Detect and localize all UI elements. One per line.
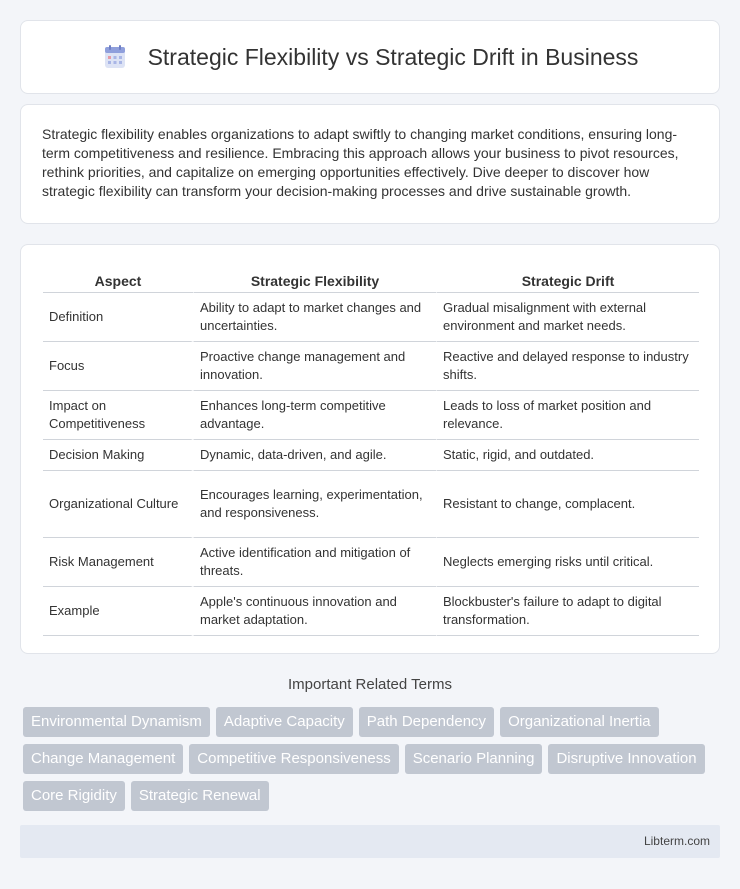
- table-row: [43, 471, 699, 538]
- column-header-drift: Strategic Drift: [436, 265, 699, 293]
- flexibility-cell: Enhances long-term competitive advantage.: [193, 391, 436, 440]
- comparison-table: [43, 265, 699, 636]
- drift-cell: Resistant to change, complacent.: [436, 471, 699, 538]
- drift-cell: Gradual misalignment with external environment and market needs.: [436, 293, 699, 342]
- drift-cell: Blockbuster's failure to adapt to digital transformation.: [436, 587, 699, 636]
- comparison-card: [20, 244, 720, 654]
- drift-cell: Leads to loss of market position and relevance.: [436, 391, 699, 440]
- table-header-row: [43, 265, 699, 293]
- footer: [20, 825, 720, 858]
- table-row: [43, 391, 699, 440]
- column-header-flexibility: Strategic Flexibility: [193, 265, 436, 293]
- table-row: [43, 440, 699, 471]
- flexibility-cell: Ability to adapt to market changes and uncertainties.: [193, 293, 436, 342]
- term-tag[interactable]: Path Dependency: [359, 707, 494, 737]
- document-icon: [102, 44, 128, 70]
- term-tag[interactable]: Organizational Inertia: [500, 707, 659, 737]
- aspect-cell: Focus: [43, 342, 193, 391]
- footer-site-link[interactable]: Libterm.com: [643, 834, 710, 848]
- aspect-cell: Organizational Culture: [43, 471, 193, 538]
- aspect-cell: Decision Making: [43, 440, 193, 471]
- related-terms-list: [23, 707, 723, 811]
- drift-cell: Static, rigid, and outdated.: [436, 440, 699, 471]
- aspect-cell: Example: [43, 587, 193, 636]
- drift-cell: Neglects emerging risks until critical.: [436, 538, 699, 587]
- aspect-cell: Impact on Competitiveness: [43, 391, 193, 440]
- term-tag[interactable]: Strategic Renewal: [131, 781, 269, 811]
- aspect-cell: Definition: [43, 293, 193, 342]
- flexibility-cell: Proactive change management and innovation.: [193, 342, 436, 391]
- table-row: [43, 538, 699, 587]
- term-tag[interactable]: Scenario Planning: [405, 744, 543, 774]
- term-tag[interactable]: Change Management: [23, 744, 183, 774]
- column-header-aspect: Aspect: [43, 265, 193, 293]
- term-tag[interactable]: Environmental Dynamism: [23, 707, 210, 737]
- flexibility-cell: Active identification and mitigation of threats.: [193, 538, 436, 587]
- related-terms-heading: Important Related Terms: [288, 676, 452, 693]
- term-tag[interactable]: Adaptive Capacity: [216, 707, 353, 737]
- flexibility-cell: Encourages learning, experimentation, and responsiveness.: [193, 471, 436, 538]
- term-tag[interactable]: Core Rigidity: [23, 781, 125, 811]
- table-row: [43, 587, 699, 636]
- table-row: [43, 342, 699, 391]
- flexibility-cell: Apple's continuous innovation and market adaptation.: [193, 587, 436, 636]
- page-title: Strategic Flexibility vs Strategic Drift in Business: [147, 43, 639, 70]
- drift-cell: Reactive and delayed response to industry shifts.: [436, 342, 699, 391]
- term-tag[interactable]: Competitive Responsiveness: [189, 744, 398, 774]
- aspect-cell: Risk Management: [43, 538, 193, 587]
- flexibility-cell: Dynamic, data-driven, and agile.: [193, 440, 436, 471]
- table-row: [43, 293, 699, 342]
- intro-card: [20, 104, 720, 224]
- term-tag[interactable]: Disruptive Innovation: [548, 744, 704, 774]
- intro-text: Strategic flexibility enables organizations to adapt swiftly to changing market conditions, ensuring long-term competitiveness and resilience. Embracing this approach allows your business to pivot resources, rethink priorities, and capitalize on emerging opportunities effectively. Dive deeper to discover how strategic flexibility can transform your decision-making processes and drive sustainable growth.: [42, 126, 679, 199]
- title-card: [20, 20, 720, 94]
